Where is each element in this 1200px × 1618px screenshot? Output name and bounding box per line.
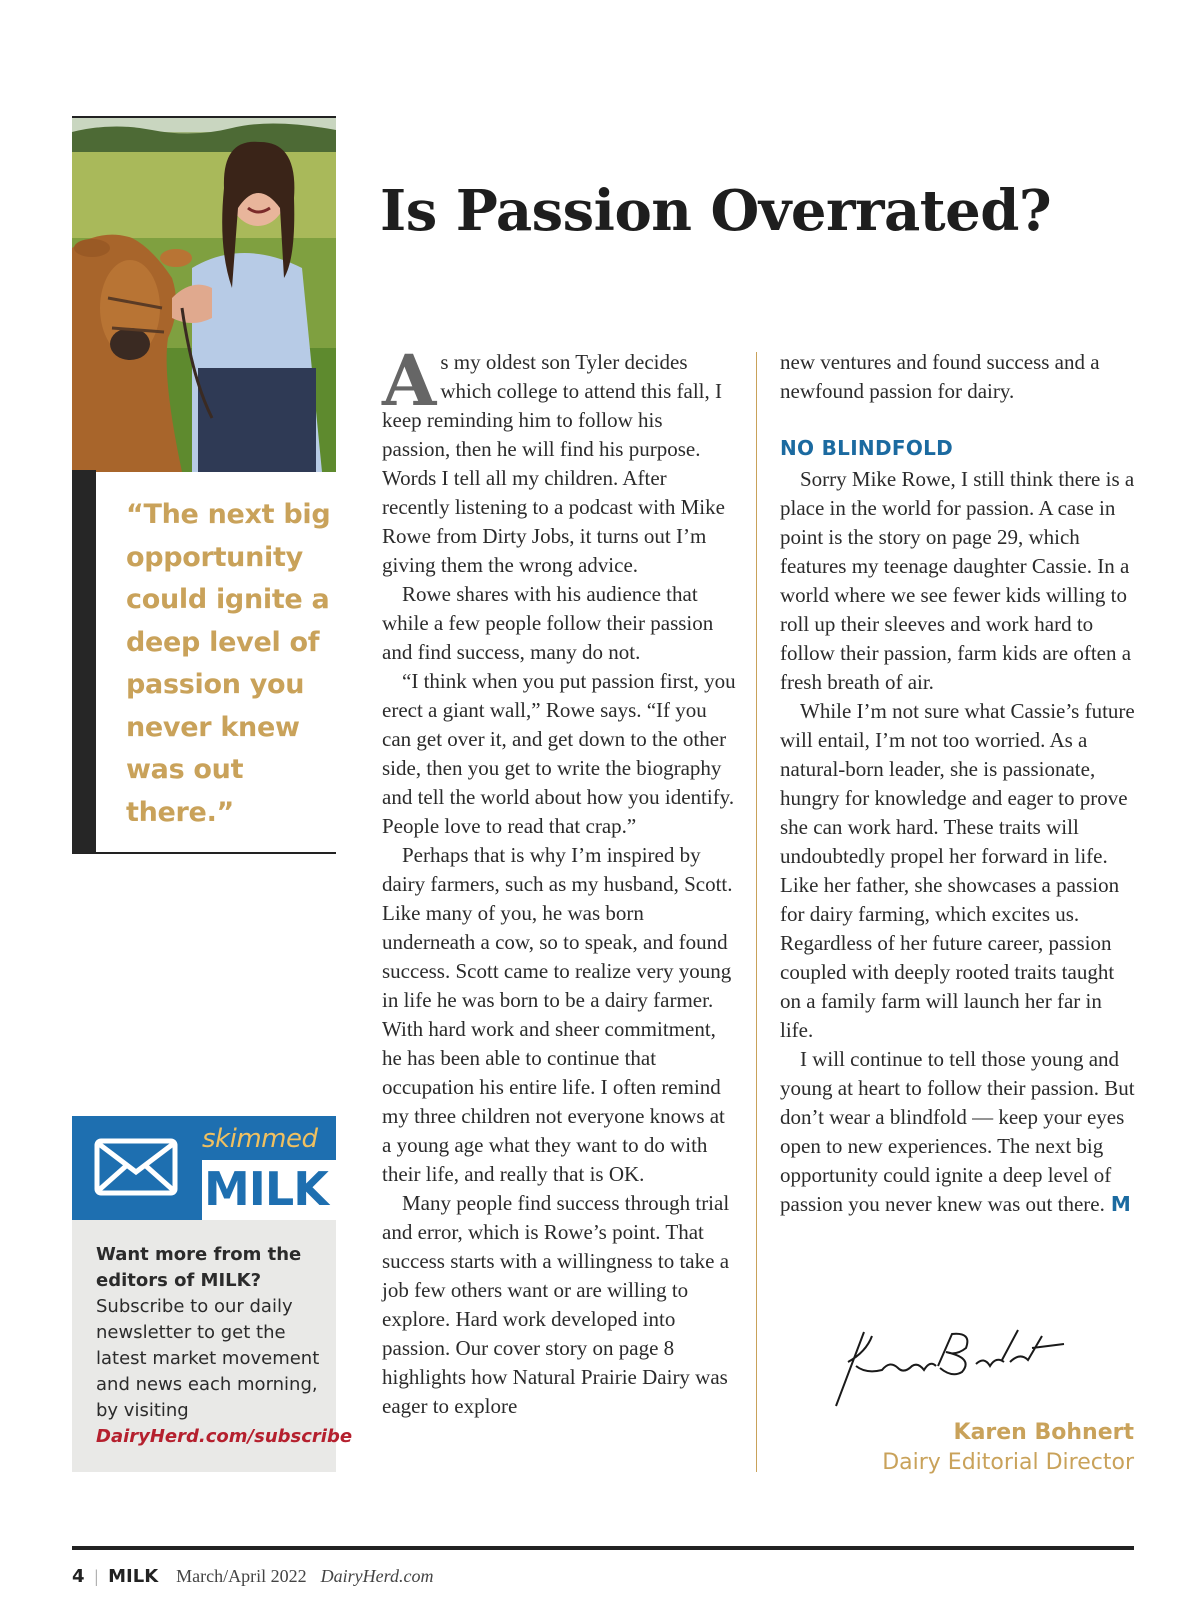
promo-banner: [72, 1116, 336, 1220]
pull-quote: “The next big opportunity could ignite a deep level of passion you never knew was out there.”: [126, 499, 331, 828]
article-title: Is Passion Overrated?: [380, 178, 1052, 244]
paragraph: [382, 339, 736, 580]
author-name: Karen Bohnert: [953, 1420, 1134, 1445]
page-footer: [72, 1566, 433, 1587]
promo-body: Subscribe to our daily newsletter to get the latest market movement and news each morning, by visiting: [96, 1296, 320, 1421]
footer-separator: |: [94, 1566, 99, 1586]
footer-rule: [72, 1546, 1134, 1550]
paragraph: [780, 1045, 1140, 1219]
handwritten-signature: [806, 1322, 1066, 1417]
paragraph: new ventures and found success and a newfound passion for dairy.: [780, 350, 1100, 403]
author-title: Dairy Editorial Director: [882, 1450, 1134, 1475]
end-mark: M: [1110, 1192, 1131, 1216]
author-credit: [882, 1418, 1134, 1478]
article-column-1: [382, 339, 736, 1421]
newsletter-promo: [72, 1116, 353, 1472]
issue-date: March/April 2022: [176, 1566, 307, 1586]
subscribe-link[interactable]: DairyHerd.com/subscribe: [96, 1426, 353, 1447]
footer-site: DairyHerd.com: [320, 1566, 434, 1586]
paragraph: While I’m not sure what Cassie’s future will entail, I’m not too worried. As a natural-born leader, she is passionate, hungry for knowledge and eager to prove she can work hard. These traits will undoubtedly propel her forward in life. Like her father, she showcases a passion for dairy farming, which excites us. Regardless of her future career, passion coupled with deeply rooted traits taught on a family farm will launch her far in life.: [780, 699, 1135, 1042]
milk-logo-text: MILK: [204, 1162, 328, 1216]
skimmed-wordmark: skimmed: [202, 1124, 318, 1154]
footer-brand: MILK: [108, 1566, 159, 1587]
milk-logo: [202, 1160, 336, 1220]
promo-heading: Want more from the editors of MILK?: [96, 1244, 302, 1291]
paragraph-text: s my oldest son Tyler decides which college to attend this fall, I keep reminding him to follow his passion, then he will find his purpose. Words I tell all my children. After recently listening to a podcast with Mike Rowe from Dirty Jobs, it turns out I’m giving them the wrong advice.: [382, 350, 725, 577]
woman-with-cow-image: [72, 118, 336, 472]
article-column-2: [780, 348, 1140, 1219]
column-divider: [756, 352, 757, 1472]
author-photo: [72, 116, 336, 472]
paragraph: Rowe shares with his audience that while a few people follow their passion and find success, many do not.: [382, 582, 714, 664]
promo-text: [96, 1242, 353, 1450]
paragraph: “I think when you put passion first, you erect a giant wall,” Rowe says. “If you can get over it, and get down to the other side, then you get to write the biography and tell the world about how you identify. People love to read that crap.”: [382, 669, 736, 838]
paragraph: Many people find success through trial and error, which is Rowe’s point. That success starts with a willingness to take a job few others want or are willing to explore. Hard work developed into passion. Our cover story on page 8 highlights how Natural Prairie Dairy was eager to explore: [382, 1191, 730, 1418]
paragraph: Sorry Mike Rowe, I still think there is a place in the world for passion. A case in point is the story on page 29, which features my teenage daughter Cassie. In a world where we see fewer kids willing to roll up their sleeves and work hard to follow their passion, farm kids are often a fresh breath of air.: [780, 467, 1135, 694]
paragraph: Perhaps that is why I’m inspired by dairy farmers, such as my husband, Scott. Like many of you, he was born underneath a cow, so to speak, and found success. Scott came to realize very young in life he was born to be a dairy farmer. With hard work and sheer commitment, he has been able to continue that occupation his entire life. I often remind my three children not everyone knows at a young age what they want to do with their life, and really that is OK.: [382, 843, 733, 1186]
paragraph-text: I will continue to tell those young and young at heart to follow their passion. But don’t wear a blindfold — keep your eyes open to new experiences. The next big opportunity could ignite a deep level of passion you never knew was out there.: [780, 1047, 1135, 1216]
section-subhead: NO BLINDFOLD: [780, 436, 954, 460]
envelope-icon: [94, 1138, 178, 1196]
page-number: 4: [72, 1566, 85, 1587]
drop-cap: A: [382, 339, 437, 422]
